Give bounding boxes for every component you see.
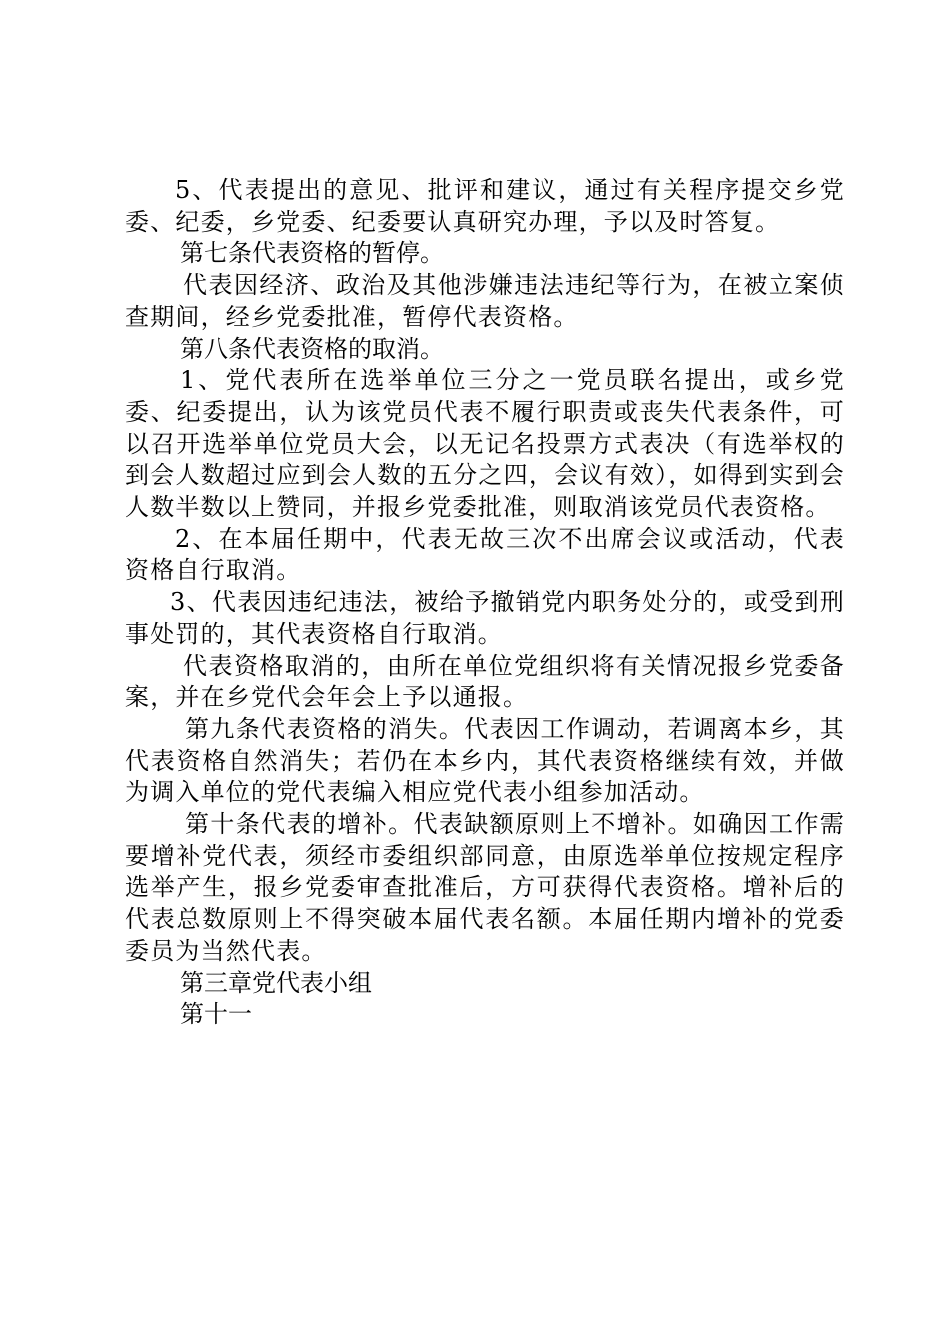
article-8-heading: 第八条代表资格的取消。 bbox=[180, 334, 444, 363]
chapter-3-heading: 第三章党代表小组 bbox=[180, 968, 372, 997]
article-8-item-2: 2、在本届任期中，代表无故三次不出席会议或活动，代表资格自行取消。 bbox=[125, 524, 845, 585]
document-body bbox=[125, 175, 845, 1031]
article-8-item-3: 3、代表因违纪违法，被给予撤销党内职务处分的，或受到刑事处罚的，其代表资格自行取消。 bbox=[125, 588, 845, 648]
article-8-closing-paragraph: 代表资格取消的，由所在单位党组织将有关情况报乡党委备案，并在乡党代会年会上予以通报。 bbox=[125, 651, 845, 712]
article-10-paragraph: 第十条代表的增补。代表缺额原则上不增补。如确因工作需要增补党代表，须经市委组织部同意，由原选举单位按规定程序选举产生，报乡党委审查批准后，方可获得代表资格。增补后的代表总数原则上不得突破本届代表名额。本届任期内增补的党委委员为当然代表。 bbox=[125, 810, 845, 965]
article-7-heading: 第七条代表资格的暂停。 bbox=[180, 239, 444, 268]
article-11-heading-partial: 第十一 bbox=[180, 1000, 252, 1029]
paragraph-item-5: 5、代表提出的意见、批评和建议，通过有关程序提交乡党委、纪委，乡党委、纪委要认真研究办理，予以及时答复。 bbox=[125, 176, 845, 236]
article-7-paragraph: 代表因经济、政治及其他涉嫌违法违纪等行为，在被立案侦查期间，经乡党委批准，暂停代表资格。 bbox=[125, 271, 845, 331]
article-9-paragraph: 第九条代表资格的消失。代表因工作调动，若调离本乡，其代表资格自然消失；若仍在本乡内，其代表资格继续有效，并做为调入单位的党代表编入相应党代表小组参加活动。 bbox=[125, 714, 845, 807]
article-8-item-1: 1、党代表所在选举单位三分之一党员联名提出，或乡党委、纪委提出，认为该党员代表不履行职责或丧失代表条件，可以召开选举单位党员大会，以无记名投票方式表决（有选举权的到会人数超过应到会人数的五分之四，会议有效），如得到实到会人数半数以上赞同，并报乡党委批准，则取消该党员代表资格。 bbox=[125, 366, 845, 522]
